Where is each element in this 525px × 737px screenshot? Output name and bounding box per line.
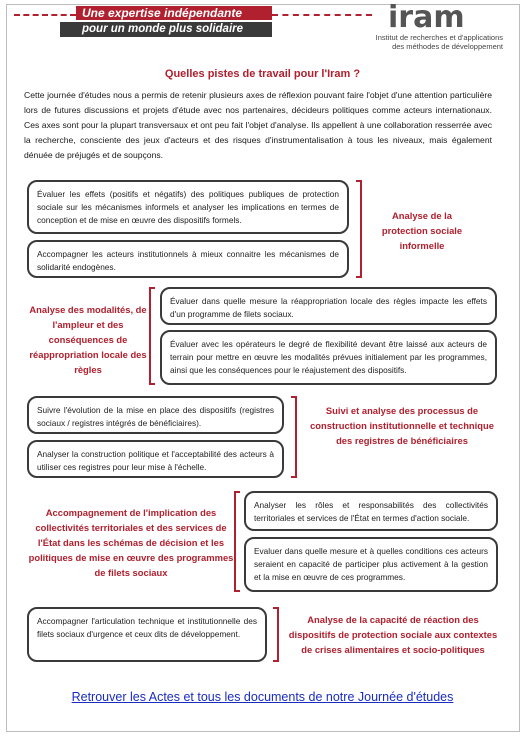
banner-tagline-2: pour un monde plus solidaire (60, 22, 272, 37)
axis2-label: Analyse des modalités, de l'ampleur et des conséquences de réappropriation locale des règles (29, 304, 147, 375)
axis1-box2: Accompagner les acteurs institutionnels à mieux connaitre les mécanismes de solidarité endogènes. (27, 240, 349, 278)
axis5-label: Analyse de la capacité de réaction des dispositifs de protection sociale aux contextes de crises alimentaires et socio-politiques (288, 614, 498, 655)
axis3-box2: Analyser la construction politique et l'acceptabilité des acteurs à utiliser ces registres pour leur mise à l'échelle. (27, 440, 284, 478)
axis5-box1: Accompagner l'articulation technique et institutionnelle des filets sociaux d'urgence et ceux dits de développement. (27, 607, 267, 662)
logo-subtitle-line1: Institut de recherches et d'applications (375, 33, 503, 42)
axis3-bracket (291, 396, 297, 478)
axis4-bracket (234, 491, 240, 592)
banner-dash-right (272, 14, 372, 16)
iram-logo (388, 0, 465, 35)
axis1-label: Analyse de la protection sociale informelle (381, 210, 463, 251)
axis4-label: Accompagnement de l'implication des collectivités territoriales et des services de l'État dans les schémas de décision et les politiques de mise en œuvre des programmes de filets sociaux (28, 507, 234, 578)
axis1-bracket (356, 180, 362, 278)
axis2-bracket (149, 287, 155, 385)
logo-subtitle (333, 33, 503, 51)
axis2-box2: Évaluer avec les opérateurs le degré de flexibilité devant être laissé aux acteurs de terrain pour mettre en œuvre les modalités prévues initialement par les programmes, ainsi que les conséquences pour le réajustement des dispositifs. (160, 330, 497, 385)
axis3-box1: Suivre l'évolution de la mise en place des dispositifs (registres sociaux / registres intégrés de bénéficiaires). (27, 396, 284, 434)
section-title: Quelles pistes de travail pour l'Iram ? (164, 68, 361, 80)
axis3-label: Suivi et analyse des processus de construction institutionnelle et technique des registres de bénéficiaires (310, 405, 494, 446)
actes-link[interactable]: Retrouver les Actes et tous les documents de notre Journée d'études (71, 690, 454, 704)
logo-subtitle-line2: des méthodes de développement (392, 42, 503, 51)
intro-paragraph: Cette journée d'études nous a permis de retenir plusieurs axes de réflexion pouvant faire l'objet d'une attention particulière lors de futures discussions et projets d'étude avec nos partenaires, décideurs politiques comme acteurs internationaux. Ces axes sont pour la plupart transversaux et ont peu fait l'objet d'analyse. Ils appellent à une collaboration resserrée avec la recherche, consciente des jeux d'acteurs et des risques d'instrumentalisation à tous les niveaux, mais également dénuée de préjugés et de soupçons. (24, 90, 492, 160)
axis4-box1: Analyser les rôles et responsabilités des collectivités territoriales et services de l'État en termes d'action sociale. (244, 491, 498, 531)
banner-dash-left (14, 14, 76, 16)
axis2-box1: Évaluer dans quelle mesure la réappropriation locale des règles impacte les effets d'un programme de filets sociaux. (160, 287, 497, 325)
axis1-box1: Évaluer les effets (positifs et négatifs) des politiques publiques de protection sociale sur les mécanismes informels et analyser les implications en termes de conception et de mise en œuvre des dispositifs formels. (27, 180, 349, 234)
banner-tagline-1: Une expertise indépendante (76, 6, 272, 20)
axis5-bracket (273, 607, 279, 662)
logo-text: iram (388, 0, 465, 35)
axis4-box2: Evaluer dans quelle mesure et à quelles conditions ces acteurs seraient en capacité de participer plus activement à la gestion et la mise en œuvre de ces programmes. (244, 537, 498, 592)
